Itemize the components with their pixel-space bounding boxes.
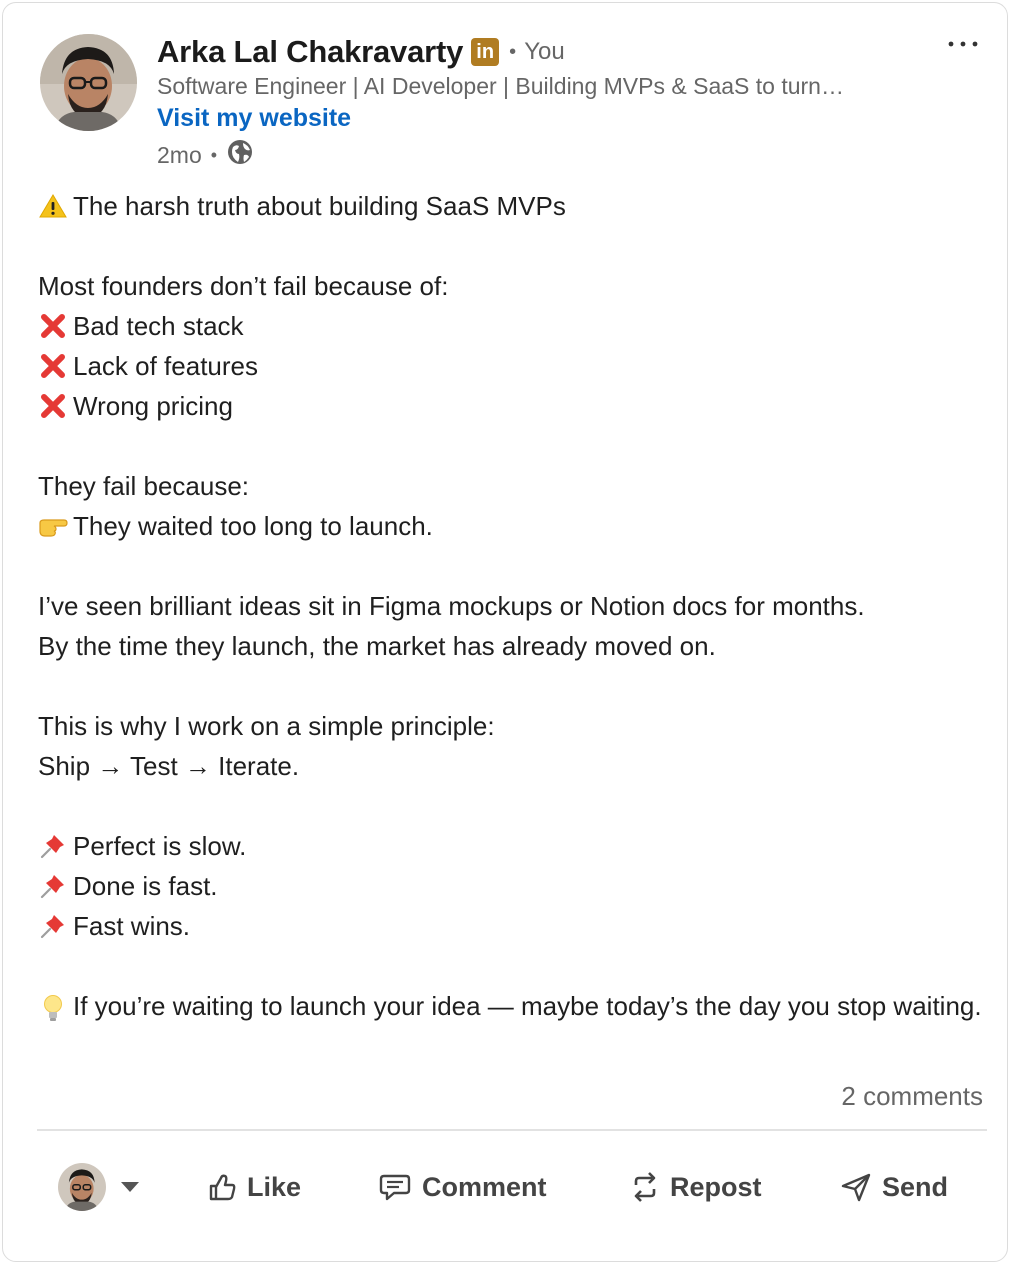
like-button[interactable]: [207, 1163, 301, 1211]
send-button[interactable]: [840, 1163, 948, 1211]
blank-line: [38, 546, 988, 586]
post-line-text: Lack of features: [73, 351, 258, 381]
repost-label: Repost: [670, 1171, 762, 1202]
more-horizontal-icon: [943, 27, 987, 63]
post-line-text: They waited too long to launch.: [73, 511, 433, 541]
post-line-text: Fast wins.: [73, 911, 191, 941]
separator-dot: •: [509, 40, 517, 63]
like-icon: [207, 1172, 237, 1202]
cross-icon: [38, 311, 68, 341]
more-options-button[interactable]: [943, 27, 987, 63]
post-line: [38, 746, 988, 786]
post-line-text: Bad tech stack: [73, 311, 244, 341]
post-line-text: The harsh truth about building SaaS MVPs: [73, 191, 566, 221]
post-line: [38, 986, 988, 1026]
like-label: Like: [247, 1171, 302, 1202]
send-label: Send: [882, 1171, 949, 1202]
pin-icon: [38, 831, 68, 861]
warning-icon: [38, 191, 68, 221]
post-line: [38, 186, 988, 226]
post-line: [38, 906, 988, 946]
post-line-text: This is why I work on a simple principle:: [38, 711, 495, 741]
comment-label: Comment: [422, 1171, 547, 1202]
globe-icon[interactable]: [226, 138, 254, 172]
cross-icon: [38, 391, 68, 421]
post-line: [38, 826, 988, 866]
author-name[interactable]: Arka Lal Chakravarty: [157, 34, 464, 69]
blank-line: [38, 786, 988, 826]
blank-line: [38, 426, 988, 466]
visit-website-link[interactable]: Visit my website: [157, 104, 352, 132]
chevron-down-icon: [120, 1180, 140, 1194]
blank-line: [38, 666, 988, 706]
post-line-text: Most founders don’t fail because of:: [38, 271, 449, 301]
post-line: [38, 586, 988, 626]
post-line-text: Wrong pricing: [73, 391, 233, 421]
post-line: [38, 506, 988, 546]
bulb-icon: [38, 993, 68, 1023]
blank-line: [38, 226, 988, 266]
post-line-text: Done is fast.: [73, 871, 218, 901]
post-line-text: If you’re waiting to launch your idea — maybe today’s the day you stop waiting.: [73, 991, 982, 1021]
cross-icon: [38, 351, 68, 381]
point-right-icon: [38, 511, 68, 541]
post-line: [38, 386, 988, 426]
author-row: [157, 31, 565, 73]
post-line-text: By the time they launch, the market has already moved on.: [38, 631, 716, 661]
comment-icon: [378, 1172, 412, 1202]
post-line: [38, 466, 988, 506]
post-meta: [157, 139, 254, 171]
post-line-text: Perfect is slow.: [73, 831, 247, 861]
repost-icon: [630, 1171, 660, 1203]
post-body: [38, 186, 988, 1026]
post-as-selector[interactable]: [58, 1163, 140, 1211]
post-line: [38, 266, 988, 306]
linkedin-badge-icon: in: [471, 38, 499, 66]
comment-button[interactable]: [378, 1163, 547, 1211]
pin-icon: [38, 911, 68, 941]
post-line: [38, 866, 988, 906]
post-line-text: They fail because:: [38, 471, 250, 501]
pin-icon: [38, 871, 68, 901]
actor-avatar: [58, 1163, 106, 1211]
comments-count-link[interactable]: 2 comments: [841, 1081, 983, 1111]
post-card: [2, 2, 1008, 1262]
post-line: [38, 626, 988, 666]
post-line-text: I’ve seen brilliant ideas sit in Figma mockups or Notion docs for months.: [38, 591, 865, 621]
post-time: 2mo: [157, 141, 202, 168]
relation-label: You: [524, 38, 565, 65]
post-line-text: Ship → Test → Iterate.: [38, 751, 300, 781]
author-avatar[interactable]: [40, 34, 137, 131]
blank-line: [38, 946, 988, 986]
post-line: [38, 706, 988, 746]
author-headline: Software Engineer | AI Developer | Building MVPs & SaaS to turn…: [157, 73, 844, 99]
send-icon: [840, 1172, 872, 1202]
post-line: [38, 346, 988, 386]
divider: [37, 1129, 987, 1131]
repost-button[interactable]: [630, 1163, 762, 1211]
separator-dot: •: [210, 144, 218, 165]
post-line: [38, 306, 988, 346]
